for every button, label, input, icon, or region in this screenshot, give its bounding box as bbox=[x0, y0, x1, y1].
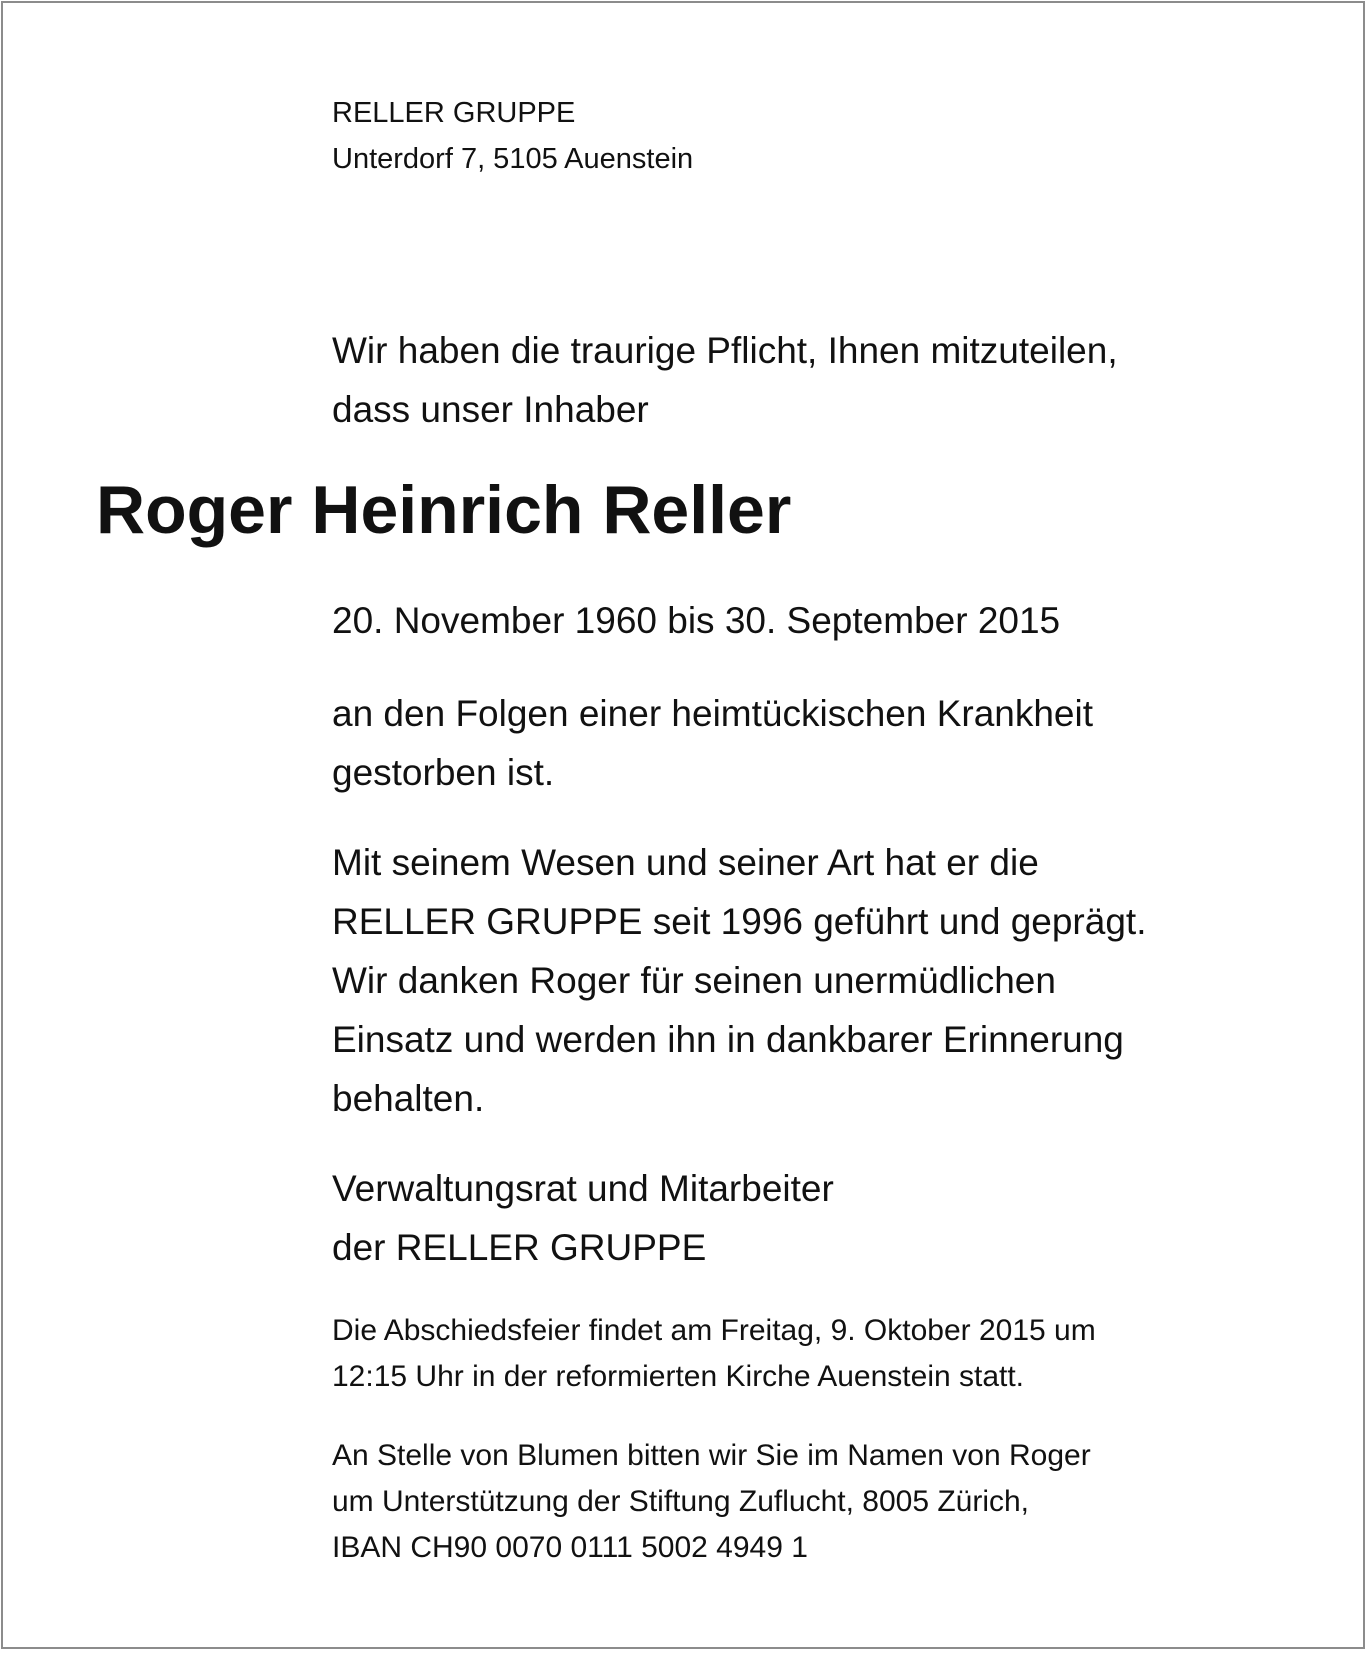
tribute-paragraph bbox=[332, 833, 1146, 1128]
intro-paragraph bbox=[332, 321, 1118, 439]
intro-line: Wir haben die traurige Pflicht, Ihnen mitzuteilen, bbox=[332, 330, 1118, 371]
notice-frame bbox=[1, 1, 1365, 1649]
sender-address: Unterdorf 7, 5105 Auenstein bbox=[332, 143, 694, 175]
intro-line: dass unser Inhaber bbox=[332, 389, 649, 430]
tribute-line: Wir danken Roger für seinen unermüdlichen bbox=[332, 960, 1056, 1001]
donation-info bbox=[332, 1433, 1091, 1571]
life-dates-text: 20. November 1960 bis 30. September 2015 bbox=[332, 600, 1061, 641]
signature-line: Verwaltungsrat und Mitarbeiter bbox=[332, 1168, 834, 1209]
cause-line: gestorben ist. bbox=[332, 752, 555, 793]
donation-line: um Unterstützung der Stiftung Zuflucht, 8005 Zürich, bbox=[332, 1485, 1030, 1518]
ceremony-line: 12:15 Uhr in der reformierten Kirche Auenstein statt. bbox=[332, 1360, 1025, 1393]
sender-block bbox=[332, 90, 693, 182]
donation-iban: IBAN CH90 0070 0111 5002 4949 1 bbox=[332, 1531, 808, 1564]
ceremony-line: Die Abschiedsfeier findet am Freitag, 9. Oktober 2015 um bbox=[332, 1314, 1096, 1347]
tribute-line: Mit seinem Wesen und seiner Art hat er die bbox=[332, 842, 1039, 883]
sender-company: RELLER GRUPPE bbox=[332, 97, 576, 129]
life-dates bbox=[332, 591, 1060, 650]
tribute-line: RELLER GRUPPE seit 1996 geführt und geprägt. bbox=[332, 901, 1147, 942]
tribute-line: behalten. bbox=[332, 1078, 485, 1119]
ceremony-info bbox=[332, 1308, 1096, 1400]
deceased-name: Roger Heinrich Reller bbox=[96, 472, 792, 548]
signature-line: der RELLER GRUPPE bbox=[332, 1227, 707, 1268]
cause-line: an den Folgen einer heimtückischen Krankheit bbox=[332, 693, 1094, 734]
cause-paragraph bbox=[332, 684, 1093, 802]
signature-block bbox=[332, 1159, 834, 1277]
donation-line: An Stelle von Blumen bitten wir Sie im Namen von Roger bbox=[332, 1439, 1091, 1472]
tribute-line: Einsatz und werden ihn in dankbarer Erinnerung bbox=[332, 1019, 1124, 1060]
